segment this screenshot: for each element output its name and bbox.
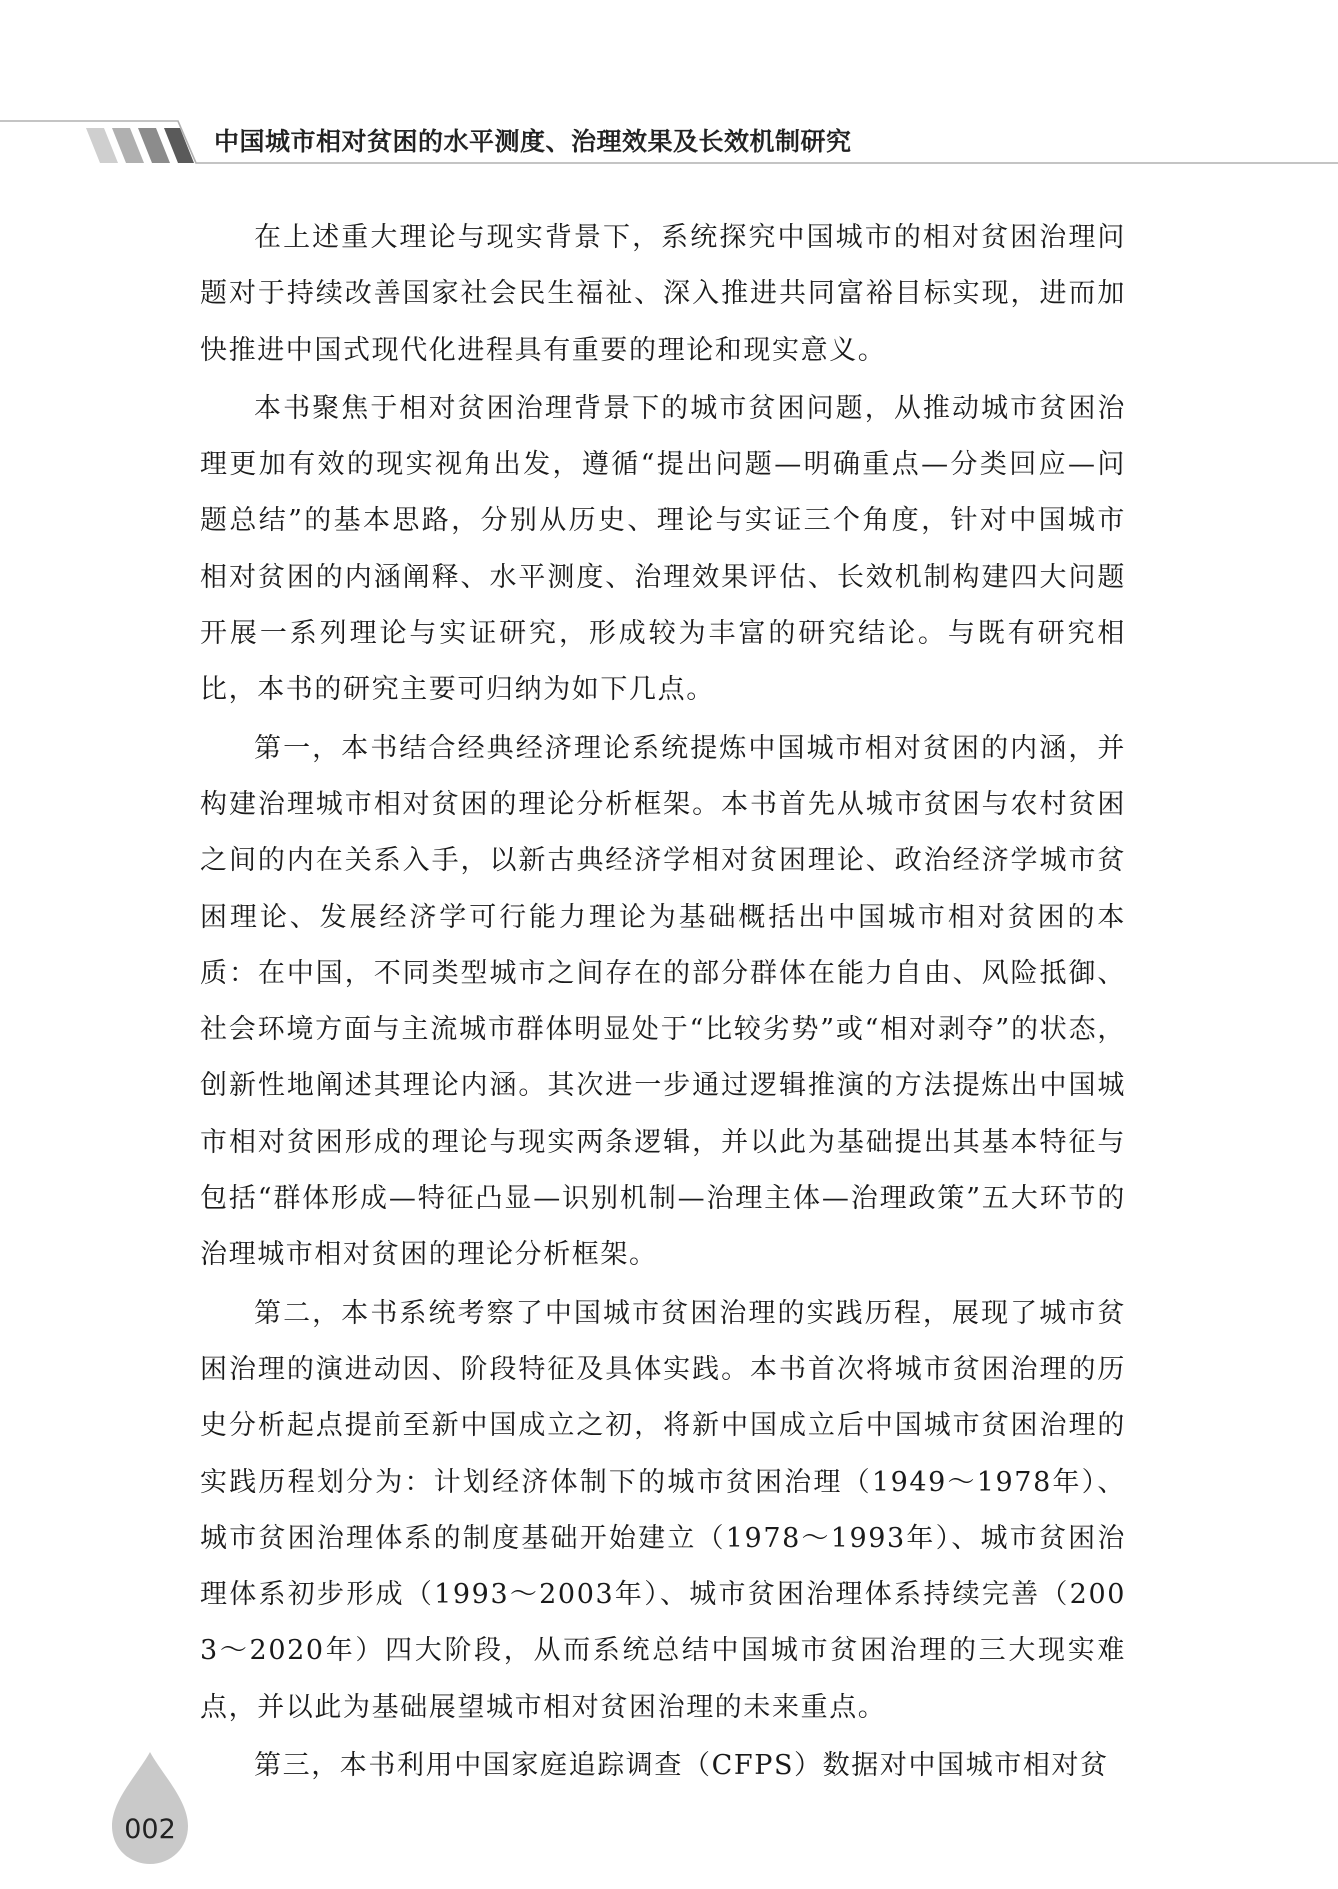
paragraph: 第一，本书结合经典经济理论系统提炼中国城市相对贫困的内涵，并构建治理城市相对贫困的理论分析框架。本书首先从城市贫困与农村贫困之间的内在关系入手，以新古典经济学相对贫困理论、政治经济学城市贫困理论、发展经济学可行能力理论为基础概括出中国城市相对贫困的本质：在中国，不同类型城市之间存在的部分群体在能力自由、风险抵御、社会环境方面与主流城市群体明显处于“比较劣势”或“相对剥夺”的状态，创新性地阐述其理论内涵。其次进一步通过逻辑推演的方法提炼出中国城市相对贫困形成的理论与现实两条逻辑，并以此为基础提出其基本特征与包括“群体形成—特征凸显—识别机制—治理主体—治理政策”五大环节的治理城市相对贫困的理论分析框架。: [200, 732, 1126, 1271]
running-header: [0, 108, 1338, 178]
page-number-badge: [108, 1748, 192, 1868]
header-bar-lighter: [112, 128, 144, 163]
running-header-title: 中国城市相对贫困的水平测度、治理效果及长效机制研究: [214, 127, 852, 156]
page-number: 002: [124, 1814, 176, 1845]
paragraph: 第二，本书系统考察了中国城市贫困治理的实践历程，展现了城市贫困治理的演进动因、阶段特征及具体实践。本书首次将城市贫困治理的历史分析起点提前至新中国成立之初，将新中国成立后中国城市贫困治理的实践历程划分为：计划经济体制下的城市贫困治理（1949～1978年）、城市贫困治理体系的制度基础开始建立（1978～1993年）、城市贫困治理体系初步形成（1993～2003年）、城市贫困治理体系持续完善（2003～2020年）四大阶段，从而系统总结中国城市贫困治理的三大现实难点，并以此为基础展望城市相对贫困治理的未来重点。: [200, 1297, 1126, 1723]
drop-shape-icon: [108, 1748, 192, 1868]
paragraph: 本书聚焦于相对贫困治理背景下的城市贫困问题，从推动城市贫困治理更加有效的现实视角出发，遵循“提出问题—明确重点—分类回应—问题总结”的基本思路，分别从历史、理论与实证三个角度，针对中国城市相对贫困的内涵阐释、水平测度、治理效果评估、长效机制构建四大问题开展一系列理论与实证研究，形成较为丰富的研究结论。与既有研究相比，本书的研究主要可归纳为如下几点。: [200, 392, 1126, 706]
header-bar-mid: [138, 128, 170, 163]
paragraph: 第三，本书利用中国家庭追踪调查（CFPS）数据对中国城市相对贫: [254, 1750, 1109, 1782]
body-text: [200, 210, 1126, 1796]
paragraph: 在上述重大理论与现实背景下，系统探究中国城市的相对贫困治理问题对于持续改善国家社会民生福祉、深入推进共同富裕目标实现，进而加快推进中国式现代化进程具有重要的理论和现实意义。: [200, 222, 1126, 366]
header-bar-light: [86, 128, 118, 163]
header-bar-dark: [164, 128, 194, 163]
